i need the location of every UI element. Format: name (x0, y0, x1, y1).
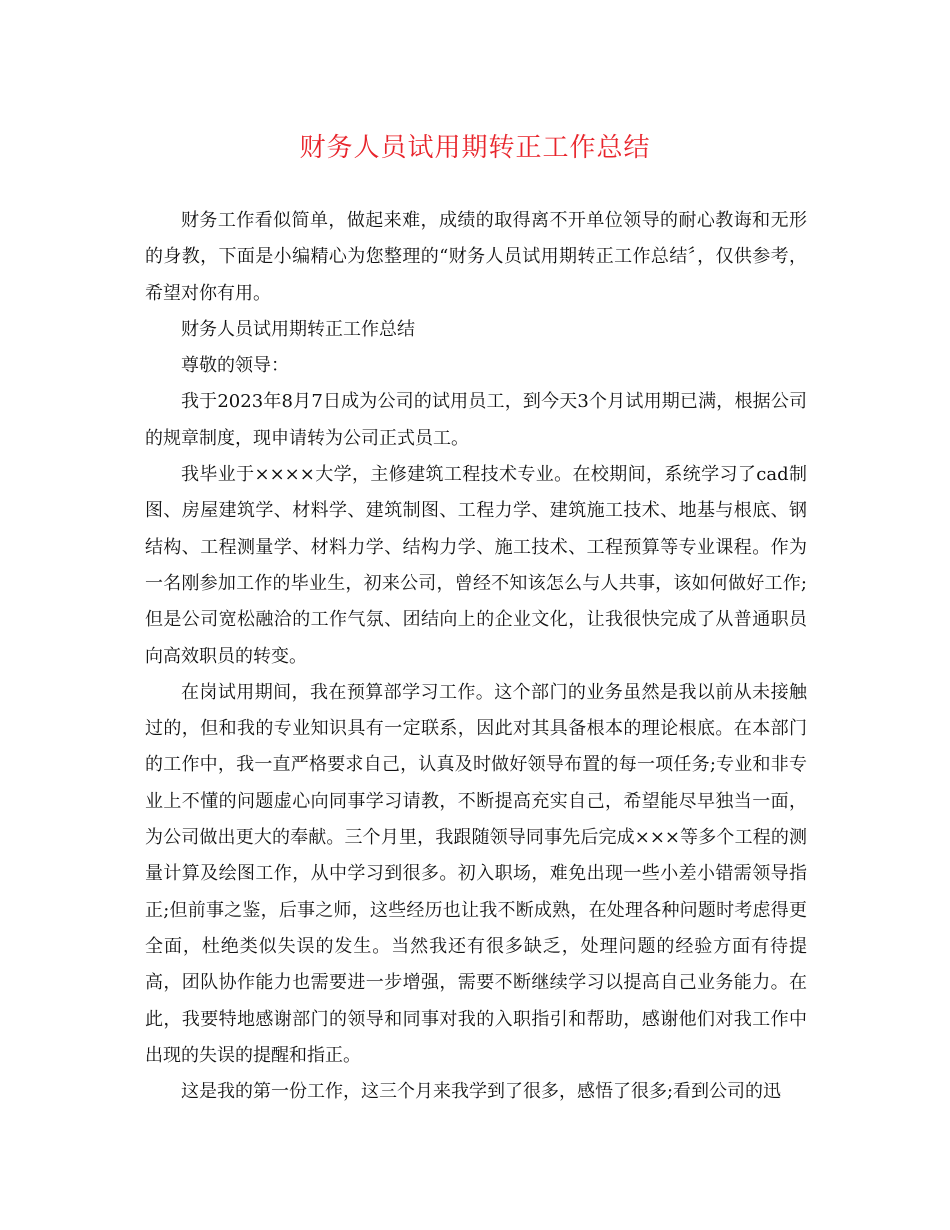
paragraph-closing-partial: 这是我的第一份工作，这三个月来我学到了很多，感悟了很多;看到公司的迅 (181, 1081, 782, 1103)
document-title: 财务人员试用期转正工作总结 (299, 133, 651, 163)
paragraph-subtitle: 财务人员试用期转正工作总结 (181, 318, 415, 340)
paragraph-probation-work: 在岗试用期间，我在预算部学习工作。这个部门的业务虽然是我以前从未接触过的，但和我的专业知识具有一定联系，因此对其具备根本的理论根底。在本部门的工作中，我一直严格要求自己，认真及时做好领导布置的每一项任务;专业和非专业上不懂的问题虚心向同事学习请教，不断提高充实自己，希望能尽早独当一面，为公司做出更大的奉献。三个月里，我跟随领导同事先后完成×××等多个工程的测量计算及绘图工作，从中学习到很多。初入职场，难免出现一些小差小错需领导指正;但前事之鉴，后事之师，这些经历也让我不断成熟，在处理各种问题时考虑得更全面，杜绝类似失误的发生。当然我还有很多缺乏，处理问题的经验方面有待提高，团队协作能力也需要进一步增强，需要不断继续学习以提高自己业务能力。在此，我要特地感谢部门的领导和同事对我的入职指引和帮助，感谢他们对我工作中出现的失误的提醒和指正。 (145, 681, 807, 1066)
paragraph-application: 我于2023年8月7日成为公司的试用员工，到今天3个月试用期已满，根据公司的规章制度，现申请转为公司正式员工。 (145, 391, 807, 449)
paragraph-education: 我毕业于××××大学，主修建筑工程技术专业。在校期间，系统学习了cad制图、房屋建筑学、材料学、建筑制图、工程力学、建筑施工技术、地基与根底、钢结构、工程测量学、材料力学、结构力学、施工技术、工程预算等专业课程。作为一名刚参加工作的毕业生，初来公司，曾经不知该怎么与人共事，该如何做好工作;但是公司宽松融洽的工作气氛、团结向上的企业文化，让我很快完成了从普通职员向高效职员的转变。 (145, 464, 807, 667)
paragraph-intro: 财务工作看似简单，做起来难，成绩的取得离不开单位领导的耐心教诲和无形的身教，下面是小编精心为您整理的“财务人员试用期转正工作总结〞，仅供参考，希望对你有用。 (145, 210, 807, 304)
document-body (145, 203, 807, 1110)
paragraph-salutation: 尊敬的领导： (181, 355, 289, 377)
